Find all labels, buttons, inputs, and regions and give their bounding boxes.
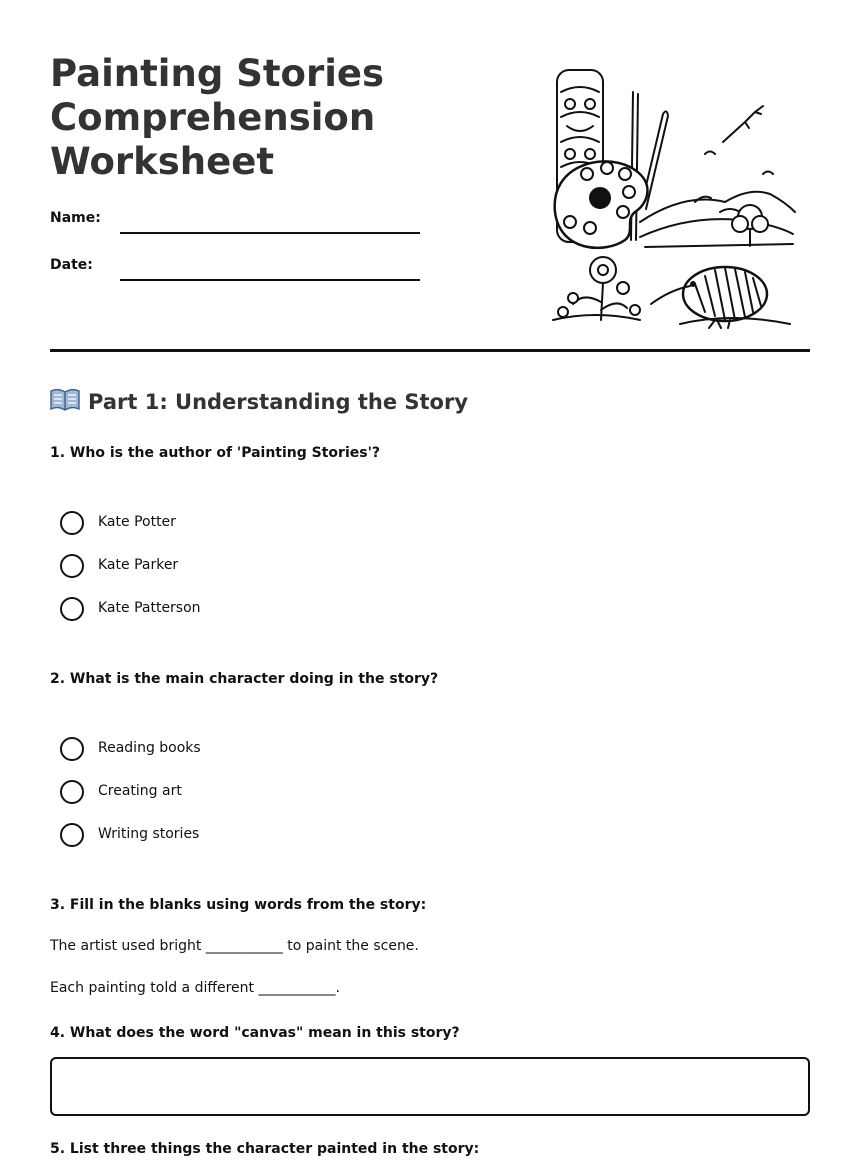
option-label: Kate Patterson	[98, 600, 201, 616]
part1-heading	[50, 388, 468, 414]
kiwi-art-illustration-icon	[545, 62, 800, 332]
fill-blank-sentence-2[interactable]: Each painting told a different ___________.	[50, 980, 340, 996]
question-2: 2. What is the main character doing in the story?	[50, 671, 439, 687]
q2-option-3[interactable]	[60, 823, 460, 849]
radio-button[interactable]	[60, 823, 84, 847]
radio-button[interactable]	[60, 737, 84, 761]
canvas-answer-box[interactable]	[50, 1057, 810, 1116]
radio-button[interactable]	[60, 597, 84, 621]
open-book-icon	[50, 388, 80, 412]
radio-button[interactable]	[60, 780, 84, 804]
date-line[interactable]	[120, 279, 420, 281]
option-label: Creating art	[98, 783, 182, 799]
date-label: Date:	[50, 257, 93, 273]
part1-heading-text: Part 1: Understanding the Story	[88, 390, 469, 414]
q1-option-1[interactable]	[60, 511, 460, 537]
option-label: Writing stories	[98, 826, 200, 842]
question-4: 4. What does the word "canvas" mean in this story?	[50, 1025, 460, 1041]
fill-blank-sentence-1[interactable]: The artist used bright ___________ to paint the scene.	[50, 938, 419, 954]
name-line[interactable]	[120, 232, 420, 234]
q2-option-2[interactable]	[60, 780, 460, 806]
question-5: 5. List three things the character painted in the story:	[50, 1141, 480, 1157]
option-label: Kate Parker	[98, 557, 179, 573]
worksheet-title: Painting Stories Comprehension Worksheet	[50, 52, 384, 183]
header-divider	[50, 349, 810, 352]
name-label: Name:	[50, 210, 101, 226]
option-label: Kate Potter	[98, 514, 176, 530]
name-field[interactable]	[50, 210, 430, 240]
question-3: 3. Fill in the blanks using words from the story:	[50, 897, 427, 913]
option-label: Reading books	[98, 740, 201, 756]
q1-option-2[interactable]	[60, 554, 460, 580]
date-field[interactable]	[50, 257, 430, 287]
radio-button[interactable]	[60, 511, 84, 535]
q1-option-3[interactable]	[60, 597, 460, 623]
radio-button[interactable]	[60, 554, 84, 578]
question-1: 1. Who is the author of 'Painting Stories'?	[50, 445, 380, 461]
q2-option-1[interactable]	[60, 737, 460, 763]
